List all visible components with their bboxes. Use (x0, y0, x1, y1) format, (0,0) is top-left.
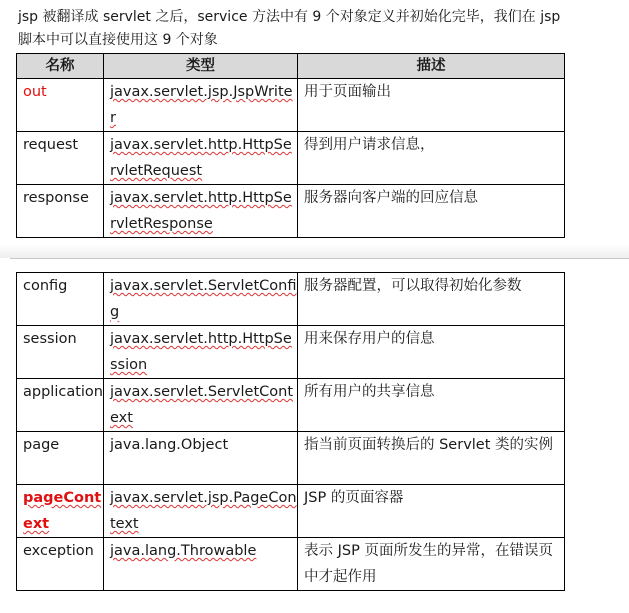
row-type (104, 185, 298, 238)
row-description: JSP 的页面容器 (298, 485, 565, 538)
row-name: page (17, 432, 104, 485)
row-type-text: javax.servlet.ServletContext (110, 384, 294, 426)
table-row (17, 273, 565, 326)
header-name: 名称 (17, 54, 104, 79)
row-description: 用于页面输出 (298, 79, 565, 132)
table-header-row (17, 54, 565, 79)
row-type (104, 485, 298, 538)
table-row (17, 185, 565, 238)
page-break-shadow (0, 244, 629, 258)
row-description: 服务器向客户端的回应信息 (298, 185, 565, 238)
row-type-text: javax.servlet.http.HttpServletRequest (110, 137, 292, 179)
row-type-text: javax.servlet.jsp.PageContext (110, 490, 297, 532)
page-break-line (10, 258, 629, 259)
row-type (104, 379, 298, 432)
row-name: exception (17, 538, 104, 591)
intro-line-2: 脚本中可以直接使用这 9 个对象 (18, 32, 218, 48)
implicit-objects-table-bottom (16, 272, 565, 591)
row-type-text: javax.servlet.http.HttpServletResponse (110, 190, 292, 232)
header-type: 类型 (104, 54, 298, 79)
table-row (17, 538, 565, 591)
table-row (17, 326, 565, 379)
header-description: 描述 (298, 54, 565, 79)
row-name: request (17, 132, 104, 185)
row-name (17, 485, 104, 538)
row-name: out (17, 79, 104, 132)
row-description: 服务器配置，可以取得初始化参数 (298, 273, 565, 326)
row-name: session (17, 326, 104, 379)
row-name: response (17, 185, 104, 238)
row-type (104, 273, 298, 326)
table-row (17, 132, 565, 185)
row-description: 指当前页面转换后的 Servlet 类的实例 (298, 432, 565, 485)
row-type (104, 538, 298, 591)
table-row (17, 79, 565, 132)
row-description: 表示 JSP 页面所发生的异常，在错误页中才起作用 (298, 538, 565, 591)
row-description: 用来保存用户的信息 (298, 326, 565, 379)
intro-paragraph (18, 6, 624, 52)
table-row (17, 485, 565, 538)
row-description: 所有用户的共享信息 (298, 379, 565, 432)
row-name-text: pageContext (23, 490, 102, 532)
row-type-text: javax.servlet.jsp.JspWriter (110, 84, 293, 126)
row-description: 得到用户请求信息， (298, 132, 565, 185)
row-type-text: javax.servlet.http.HttpSession (110, 331, 292, 373)
table-row (17, 379, 565, 432)
intro-line-1: jsp 被翻译成 servlet 之后，service 方法中有 9 个对象定义并初始化完毕，我们在 jsp (18, 9, 561, 25)
row-type-text: javax.servlet.ServletConfig (110, 278, 297, 320)
row-type (104, 132, 298, 185)
implicit-objects-table-top (16, 53, 565, 238)
table-row (17, 432, 565, 485)
row-type-text: java.lang.Throwable (110, 543, 257, 559)
row-type (104, 326, 298, 379)
row-type: java.lang.Object (104, 432, 298, 485)
row-name: config (17, 273, 104, 326)
row-type (104, 79, 298, 132)
row-name: application (17, 379, 104, 432)
